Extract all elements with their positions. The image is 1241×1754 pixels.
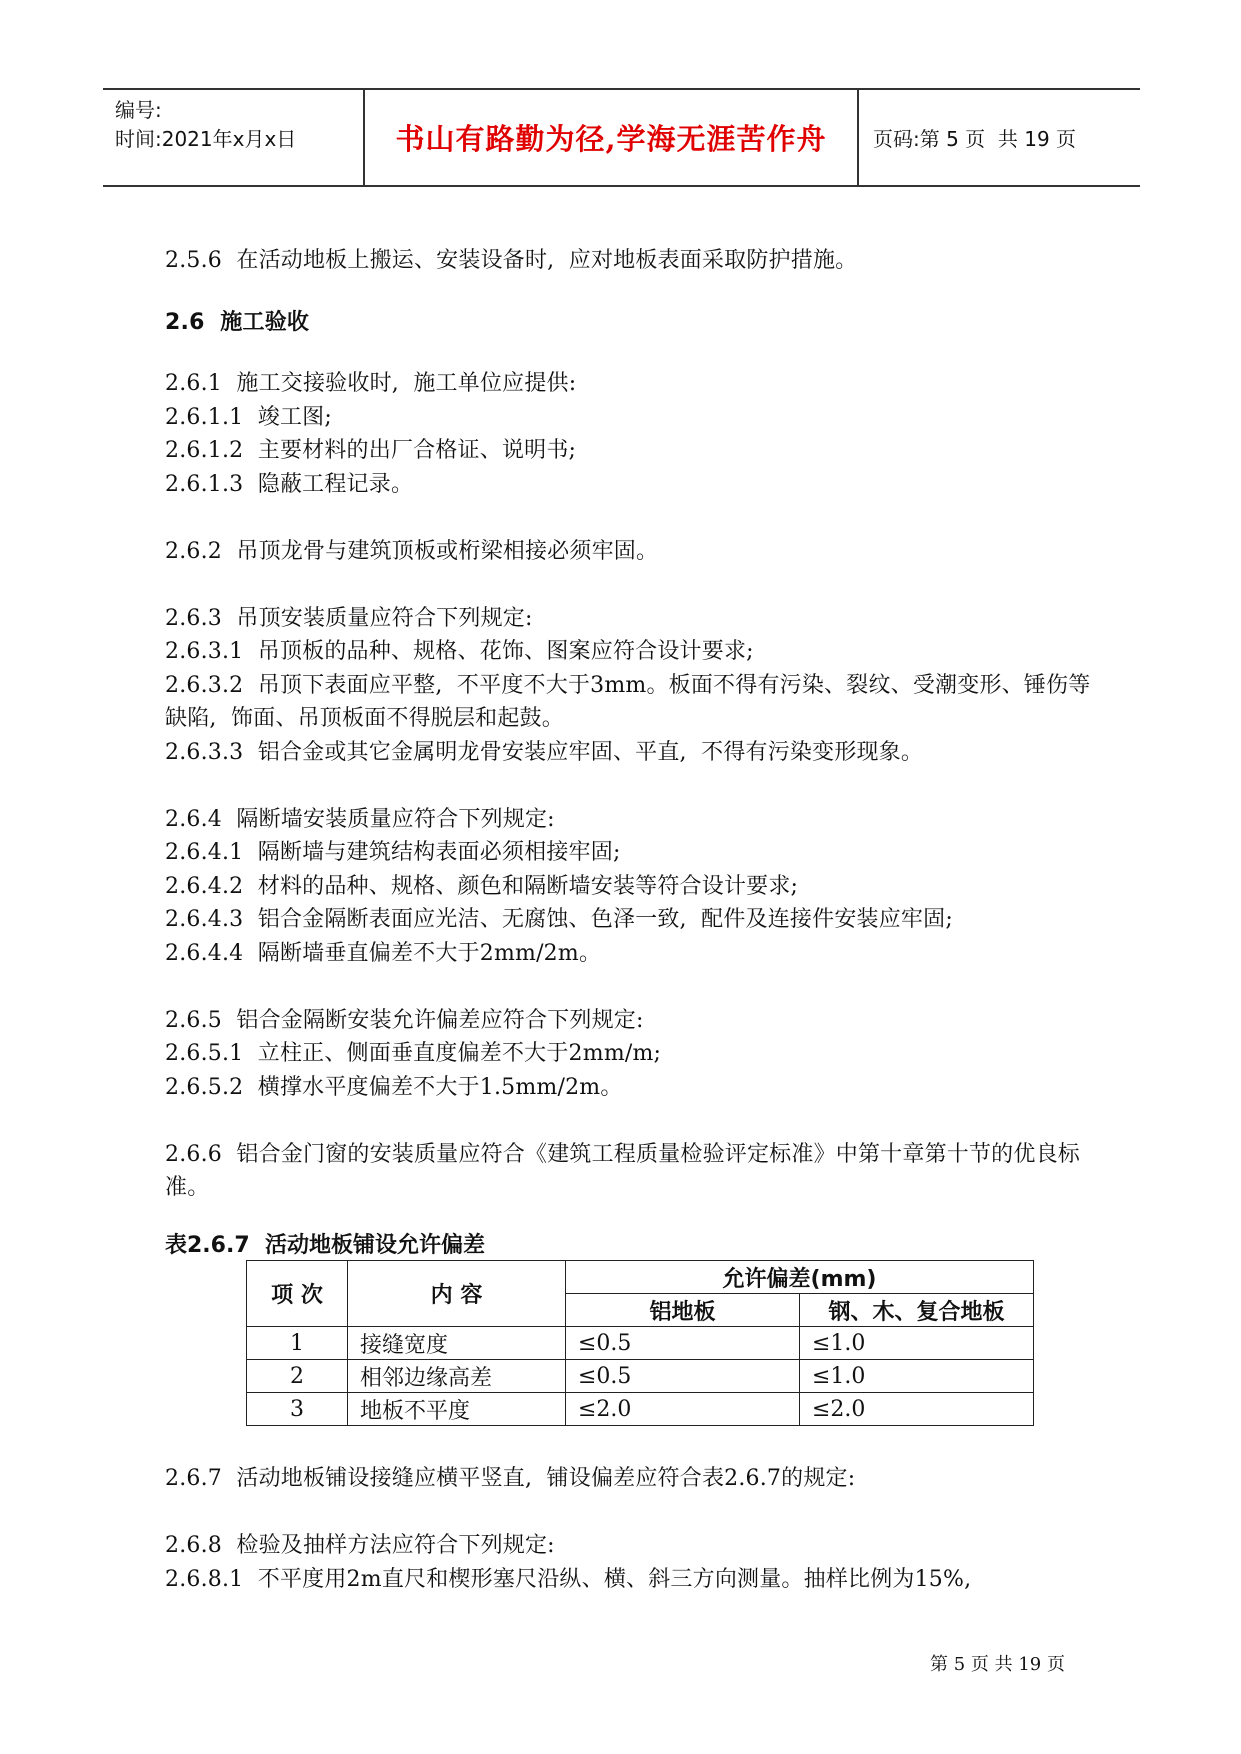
header-page-info xyxy=(859,90,1140,185)
table-cell-content: 接缝宽度 xyxy=(348,1327,566,1360)
section-heading: 2.6 施工验收 xyxy=(165,309,310,335)
table-header-allowance: 允许偏差(mm) xyxy=(566,1261,1034,1294)
table-cell-content: 相邻边缘高差 xyxy=(348,1360,566,1393)
document-body-top xyxy=(165,244,1095,1205)
paragraph: 2.5.6 在活动地板上搬运、安装设备时, 应对地板表面采取防护措施。 xyxy=(165,248,858,273)
table-cell-no: 2 xyxy=(247,1360,348,1393)
paragraph: 2.6.4.3 铝合金隔断表面应光洁、无腐蚀、色泽一致, 配件及连接件安装应牢固; xyxy=(165,907,953,932)
paragraph: 2.6.2 吊顶龙骨与建筑顶板或桁梁相接必须牢固。 xyxy=(165,538,659,564)
table-header-content: 内 容 xyxy=(348,1261,566,1327)
page-footer: 第 5 页 共 19 页 xyxy=(930,1654,1065,1675)
table-cell-steel-wood: ≤1.0 xyxy=(800,1327,1034,1360)
header-page-label: 页码:第 5 页 共 19 页 xyxy=(873,127,1077,151)
table-cell-aluminum: ≤0.5 xyxy=(566,1360,800,1393)
paragraph: 2.6.1.3 隐蔽工程记录。 xyxy=(165,471,414,497)
paragraph: 2.6.3.1 吊顶板的品种、规格、花饰、图案应符合设计要求; xyxy=(165,639,754,664)
document-time-label: 时间:2021年x月x日 xyxy=(115,127,297,151)
document-body-bottom xyxy=(165,1462,1095,1596)
paragraph: 2.6.5.1 立柱正、侧面垂直度偏差不大于2mm/m; xyxy=(165,1041,662,1066)
table-cell-steel-wood: ≤1.0 xyxy=(800,1360,1034,1393)
table-title: 表2.6.7 活动地板铺设允许偏差 xyxy=(165,1233,485,1258)
paragraph: 2.6.1.2 主要材料的出厂合格证、说明书; xyxy=(165,438,577,463)
table-cell-steel-wood: ≤2.0 xyxy=(800,1393,1034,1426)
paragraph: 2.6.1 施工交接验收时, 施工单位应提供: xyxy=(165,371,577,396)
document-number-label: 编号: xyxy=(115,98,162,122)
table-row xyxy=(247,1393,1034,1426)
table-cell-no: 1 xyxy=(247,1327,348,1360)
paragraph: 2.6.4.2 材料的品种、规格、颜色和隔断墙安装等符合设计要求; xyxy=(165,873,799,899)
table-cell-aluminum: ≤2.0 xyxy=(566,1393,800,1426)
table-header-aluminum: 铝地板 xyxy=(566,1294,800,1327)
table-header-no: 项 次 xyxy=(247,1261,348,1327)
header-meta xyxy=(103,90,365,185)
table-row xyxy=(247,1327,1034,1360)
paragraph: 2.6.8.1 不平度用2m直尺和楔形塞尺沿纵、横、斜三方向测量。抽样比例为15%, xyxy=(165,1566,972,1592)
paragraph: 2.6.5 铝合金隔断安装允许偏差应符合下列规定: xyxy=(165,1007,644,1033)
table-row xyxy=(247,1360,1034,1393)
paragraph: 2.6.4.1 隔断墙与建筑结构表面必须相接牢固; xyxy=(165,840,621,865)
paragraph: 2.6.5.2 横撑水平度偏差不大于1.5mm/2m。 xyxy=(165,1074,623,1100)
paragraph: 2.6.3.2 吊顶下表面应平整, 不平度不大于3mm。板面不得有污染、裂纹、受潮变形、锤伤等缺陷, 饰面、吊顶板面不得脱层和起鼓。 xyxy=(165,672,1091,731)
table-header-row xyxy=(247,1261,1034,1294)
deviation-table xyxy=(246,1260,1034,1426)
paragraph: 2.6.3 吊顶安装质量应符合下列规定: xyxy=(165,605,533,631)
paragraph: 2.6.6 铝合金门窗的安装质量应符合《建筑工程质量检验评定标准》中第十章第十节的优良标准。 xyxy=(165,1141,1080,1200)
paragraph: 2.6.8 检验及抽样方法应符合下列规定: xyxy=(165,1533,555,1558)
table-header-steel-wood: 钢、木、复合地板 xyxy=(800,1294,1034,1327)
page-header xyxy=(103,88,1140,187)
paragraph: 2.6.3.3 铝合金或其它金属明龙骨安装应牢固、平直, 不得有污染变形现象。 xyxy=(165,739,924,765)
paragraph: 2.6.7 活动地板铺设接缝应横平竖直, 铺设偏差应符合表2.6.7的规定: xyxy=(165,1466,856,1491)
header-motto: 书山有路勤为径,学海无涯苦作舟 xyxy=(365,90,859,185)
paragraph: 2.6.4 隔断墙安装质量应符合下列规定: xyxy=(165,806,555,832)
paragraph: 2.6.4.4 隔断墙垂直偏差不大于2mm/2m。 xyxy=(165,940,602,966)
table-cell-no: 3 xyxy=(247,1393,348,1426)
paragraph: 2.6.1.1 竣工图; xyxy=(165,404,332,430)
table-cell-content: 地板不平度 xyxy=(348,1393,566,1426)
table-cell-aluminum: ≤0.5 xyxy=(566,1327,800,1360)
